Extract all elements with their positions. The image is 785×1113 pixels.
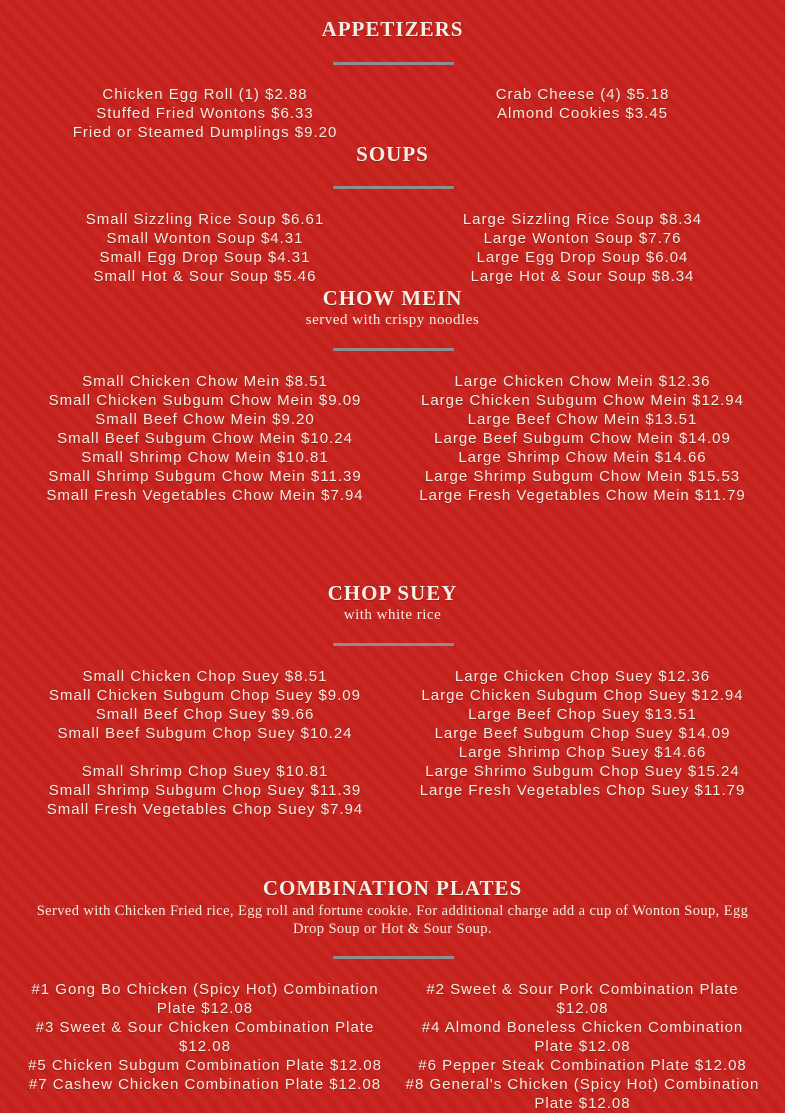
menu-item: Large Chicken Subgum Chow Mein $12.94 <box>420 392 744 409</box>
menu-item: Small Chicken Chop Suey $8.51 <box>82 668 328 685</box>
menu-item: Small Shrimp Chop Suey $10.81 <box>81 763 329 780</box>
chop-suey-right-column <box>400 667 765 800</box>
menu-item: Large Beef Chop Suey $13.51 <box>468 706 697 723</box>
menu-item: Large Beef Subgum Chow Mein $14.09 <box>434 430 731 447</box>
menu-item: #1 Gong Bo Chicken (Spicy Hot) Combination Plate $12.08 <box>31 981 379 1017</box>
menu-item: Small Beef Chow Mein $9.20 <box>95 411 315 428</box>
combination-right-column <box>400 980 765 1113</box>
menu-item: #2 Sweet & Sour Pork Combination Plate $12.08 <box>426 981 739 1017</box>
menu-item: Almond Cookies $3.45 <box>497 105 668 122</box>
menu-item: Large Chicken Subgum Chop Suey $12.94 <box>421 687 744 704</box>
soups-right-column <box>400 210 765 286</box>
menu-item: Large Shrimp Subgum Chow Mein $15.53 <box>424 468 741 485</box>
menu-item: Large Fresh Vegetables Chop Suey $11.79 <box>419 782 746 799</box>
menu-item: Small Wonton Soup $4.31 <box>106 230 304 247</box>
appetizers-right-column <box>400 85 765 123</box>
menu-item: Small Egg Drop Soup $4.31 <box>99 249 311 266</box>
menu-item: Stuffed Fried Wontons $6.33 <box>96 105 314 122</box>
section-title-appetizers: APPETIZERS <box>321 17 464 41</box>
section-subtitle: with white rice <box>343 607 442 623</box>
menu-item: Small Chicken Subgum Chop Suey $9.09 <box>49 687 361 704</box>
menu-item: #4 Almond Boneless Chicken Combination Plate $12.08 <box>421 1019 744 1055</box>
menu-item: Large Fresh Vegetables Chow Mein $11.79 <box>419 487 746 504</box>
section-divider <box>333 186 454 189</box>
menu-item: Large Chicken Chow Mein $12.36 <box>454 373 711 390</box>
section-divider <box>333 348 454 351</box>
section-title-combination-plates: COMBINATION PLATES <box>262 876 523 900</box>
menu-item: #7 Cashew Chicken Combination Plate $12.08 <box>28 1076 382 1093</box>
menu-item: Large Hot & Sour Soup $8.34 <box>470 268 695 285</box>
menu-item: #5 Chicken Subgum Combination Plate $12.08 <box>28 1057 382 1074</box>
combination-left-column <box>25 980 385 1094</box>
section-title-chow-mein: CHOW MEIN <box>322 286 463 310</box>
menu-item: Small Shrimp Subgum Chow Mein $11.39 <box>48 468 362 485</box>
menu-item: Large Shrimo Subgum Chop Suey $15.24 <box>425 763 740 780</box>
chow-mein-right-column <box>400 372 765 505</box>
chow-mein-left-column <box>25 372 385 505</box>
menu-item: Small Chicken Chow Mein $8.51 <box>82 373 328 390</box>
menu-item: Large Beef Chow Mein $13.51 <box>467 411 698 428</box>
menu-item: Fried or Steamed Dumplings $9.20 <box>72 124 338 141</box>
menu-item: #8 General's Chicken (Spicy Hot) Combination Plate $12.08 <box>405 1076 760 1112</box>
menu-item: Small Beef Subgum Chow Mein $10.24 <box>57 430 353 447</box>
menu-item: Large Wonton Soup $7.76 <box>483 230 682 247</box>
menu-item: Large Egg Drop Soup $6.04 <box>476 249 689 266</box>
section-divider <box>333 62 454 65</box>
menu-item: Small Sizzling Rice Soup $6.61 <box>85 211 325 228</box>
menu-item: Large Chicken Chop Suey $12.36 <box>454 668 711 685</box>
chop-suey-left-column <box>25 667 385 819</box>
menu-item: Small Shrimp Chow Mein $10.81 <box>81 449 329 466</box>
menu-item: Large Shrimp Chow Mein $14.66 <box>458 449 707 466</box>
menu-item: Small Beef Chop Suey $9.66 <box>95 706 315 723</box>
section-divider <box>333 643 454 646</box>
section-title-chop-suey: CHOP SUEY <box>327 581 458 605</box>
menu-item: Small Beef Subgum Chop Suey $10.24 <box>57 725 353 742</box>
menu-item: Small Shrimp Subgum Chop Suey $11.39 <box>48 782 362 799</box>
menu-item: Large Beef Subgum Chop Suey $14.09 <box>434 725 731 742</box>
menu-item: Small Fresh Vegetables Chow Mein $7.94 <box>46 487 364 504</box>
section-divider <box>333 956 454 959</box>
menu-item: Small Chicken Subgum Chow Mein $9.09 <box>48 392 362 409</box>
menu-item: #6 Pepper Steak Combination Plate $12.08 <box>418 1057 747 1074</box>
section-subtitle: served with crispy noodles <box>305 312 480 328</box>
menu-item: #3 Sweet & Sour Chicken Combination Plate $12.08 <box>35 1019 375 1055</box>
appetizers-left-column <box>25 85 385 142</box>
menu-item: Small Fresh Vegetables Chop Suey $7.94 <box>46 801 364 818</box>
section-title-soups: SOUPS <box>356 142 429 166</box>
menu-item: Crab Cheese (4) $5.18 <box>495 86 670 103</box>
menu-item: Large Sizzling Rice Soup $8.34 <box>462 211 703 228</box>
menu-item: Large Shrimp Chop Suey $14.66 <box>458 744 707 761</box>
menu-item: Chicken Egg Roll (1) $2.88 <box>102 86 308 103</box>
menu-item: Small Hot & Sour Soup $5.46 <box>93 268 317 285</box>
section-description: Served with Chicken Fried rice, Egg roll and fortune cookie. For additional charge add a cup of Wonton Soup, Egg Drop Soup or Hot & Sour Soup. <box>36 903 749 937</box>
soups-left-column <box>25 210 385 286</box>
